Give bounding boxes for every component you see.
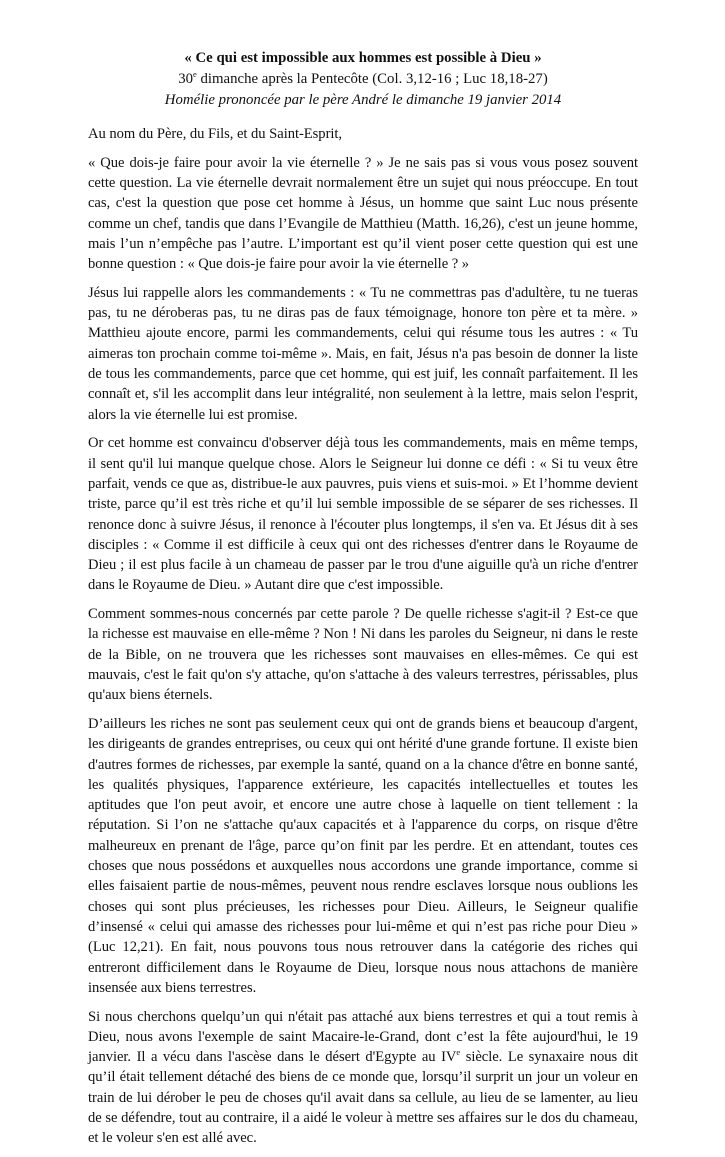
subtitle-superscript: e [193, 69, 197, 79]
paragraph-invocation: Au nom du Père, du Fils, et du Saint-Esprit, [88, 126, 343, 142]
document-page [88, 48, 638, 1157]
subtitle-ordinal: 30 [178, 71, 194, 87]
paragraph-5: D’ailleurs les riches ne sont pas seulement ceux qui ont de grands biens et beaucoup d'argent, les dirigeants de grandes entreprises, ou ceux qui ont hérité d'une grande fortune. Il existe bien d'autres formes de richesses, par exemple la santé, quand on a la chance d'être en bonne santé, les qualités physiques, l'apparence extérieure, les capacités intellectuelles et toutes les aptitudes que l'on peut avoir, et encore une autre chose à laquelle on tient tellement : la réputation. Si l’on ne s'attache qu'aux capacités et à l'apparence du corps, on risque d'être malheureux en prenant de l'âge, parce qu’on finit par les perdre. Et en attendant, toutes ces choses que nous possédons et auxquelles nous accordons une grande importance, comme si elles faisaient partie de nous-mêmes, peuvent nous rendre esclaves lorsque nous oublions les choses qui sont plus précieuses, les richesses pour Dieu. Ailleurs, le Seigneur qualifie d’insensé « celui qui amasse des richesses pour lui-même et qui n’est pas riche pour Dieu » (Luc 12,21). En fait, nous pouvons tous nous retrouver dans la catégorie des riches qui entreront difficilement dans le Royaume de Dieu, lorsque nous nous attachons de manière insensée aux biens terrestres. [88, 715, 638, 996]
document-title: « Ce qui est impossible aux hommes est possible à Dieu » [184, 50, 542, 66]
subtitle-text: dimanche après la Pentecôte (Col. 3,12-16 ; Luc 18,18-27) [196, 71, 548, 87]
paragraph-6 [88, 1007, 638, 1149]
paragraph-6-part-1: Si nous cherchons quelqu’un qui n'était pas attaché aux biens terrestres et qui a tout remis à Dieu, nous avons l'exemple de saint Macaire-le-Grand, dont c’est la fête aujourd'hui, le 19 janvier. Il a vécu dans l'ascèse dans le désert d'Egypte au IV [88, 1008, 638, 1066]
homily-line: Homélie prononcée par le père André le dimanche 19 janvier 2014 [164, 92, 562, 108]
paragraph-4: Comment sommes-nous concernés par cette parole ? De quelle richesse s'agit-il ? Est-ce que la richesse est mauvaise en elle-même ? Non ! Ni dans les paroles du Seigneur, ni dans le reste de la Bible, on ne trouvera que les richesses sont mauvaises en elles-mêmes. Ce qui est mauvais, c'est le fait qu'on s'y attache, qu'on s'attache à des valeurs terrestres, périssables, plus qu'aux biens éternels. [88, 606, 638, 704]
document-header [88, 48, 638, 111]
century-superscript: e [456, 1047, 461, 1058]
document-subtitle [88, 69, 638, 90]
paragraph-3: Or cet homme est convaincu d'observer déjà tous les commandements, mais en même temps, il sent qu'il lui manque quelque chose. Alors le Seigneur lui donne ce défi : « Si tu veux être parfait, vends ce que as, distribue-le aux pauvres, puis viens et suis-moi. » Et l’homme devient triste, parce qu’il est très riche et qu’il lui semble impossible de se séparer de ses richesses. Il renonce donc à suivre Jésus, il renonce à l'écouter plus longtemps, il s'en va. Et Jésus dit à ses disciples : « Comme il est difficile à ceux qui ont des richesses d'entrer dans le Royaume de Dieu ; il est plus facile à un chameau de passer par le trou d'une aiguille qu'à un riche d'entrer dans le Royaume de Dieu. » Autant dire que c'est impossible. [88, 435, 638, 594]
paragraph-1: « Que dois-je faire pour avoir la vie éternelle ? » Je ne sais pas si vous vous posez souvent cette question. La vie éternelle devrait normalement être un sujet qui nous préoccupe. En tout cas, c'est la question que pose cet homme à Jésus, un homme que saint Luc nous présente comme un chef, tandis que dans l’Evangile de Matthieu (Matth. 16,26), c'est un jeune homme, mais l’un n’empêche pas l’autre. L’important est qu’il vient poser cette question qui est une bonne question : « Que dois-je faire pour avoir la vie éternelle ? » [88, 154, 638, 273]
paragraph-6-part-2: siècle. Le synaxaire nous dit qu’il était tellement détaché des biens de ce monde que, lorsqu’il surprit un jour un voleur en train de lui dérober le peu de choses qu'il avait dans sa cellule, au lieu de se lamenter, au lieu de se défendre, tout au contraire, il a aidé le voleur à mettre ses affaires sur le dos du chameau, et le voleur s'en est allé avec. [88, 1049, 638, 1147]
paragraph-2: Jésus lui rappelle alors les commandements : « Tu ne commettras pas d'adultère, tu ne tueras pas, tu ne déroberas pas, tu ne diras pas de faux témoignage, honore ton père et ta mère. » Matthieu ajoute encore, parmi les commandements, celui qui résume tous les autres : « Tu aimeras ton prochain comme toi-même ». Mais, en fait, Jésus n'a pas besoin de donner la liste de tous les commandements, parce que cet homme, qui est juif, les connaît parfaitement. Il les connaît et, s'il les accomplit dans leur intégralité, non seulement à la lettre, mais selon l'esprit, alors la vie éternelle lui est promise. [88, 284, 638, 423]
